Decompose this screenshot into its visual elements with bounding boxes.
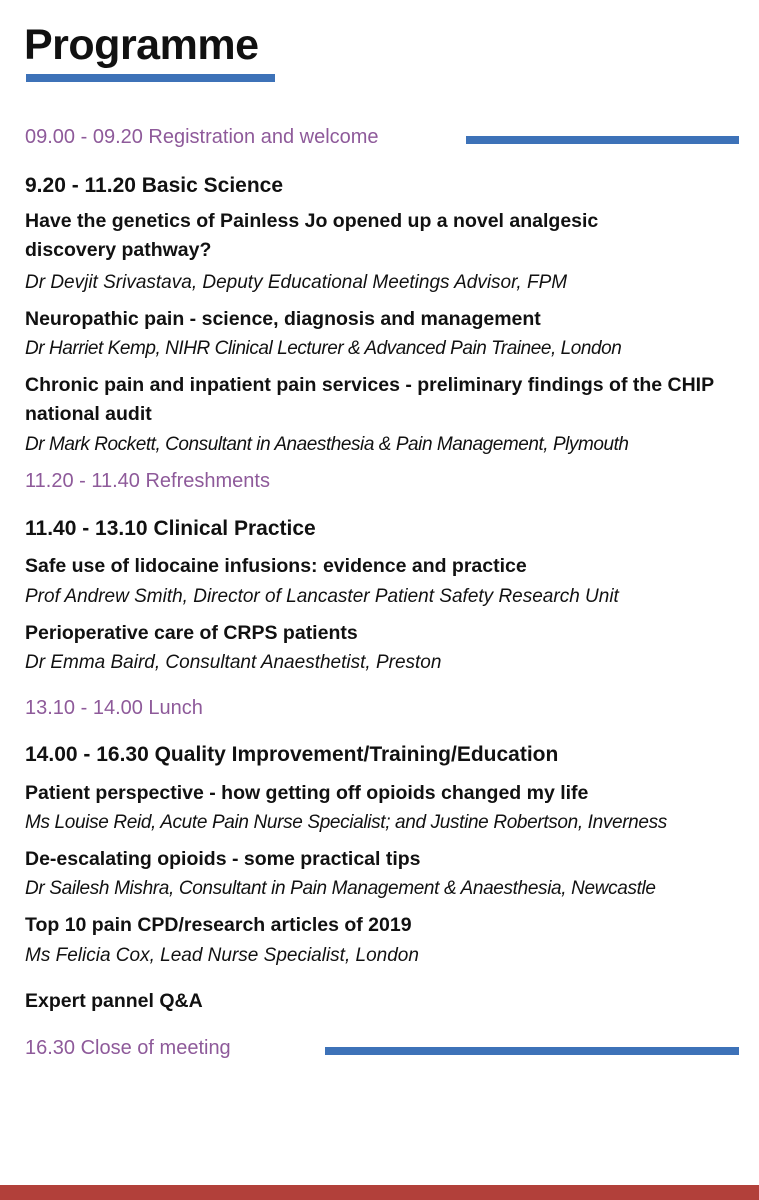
talk-speaker: Dr Harriet Kemp, NIHR Clinical Lecturer & Advanced Pain Trainee, London <box>25 338 622 359</box>
panel-qa: Expert pannel Q&A <box>25 990 203 1012</box>
talk-title: Patient perspective - how getting off opioids changed my life <box>25 782 589 804</box>
talk-speaker: Dr Emma Baird, Consultant Anaesthetist, Preston <box>25 652 442 673</box>
talk-title: Chronic pain and inpatient pain services - preliminary findings of the CHIP <box>25 374 715 396</box>
talk-title: Have the genetics of Painless Jo opened up a novel analgesic <box>25 210 599 232</box>
page-title: Programme <box>24 21 259 69</box>
session-heading-basic-science: 9.20 - 11.20 Basic Science <box>25 174 284 197</box>
talk-title: Neuropathic pain - science, diagnosis and management <box>25 308 541 330</box>
talk-speaker: Ms Felicia Cox, Lead Nurse Specialist, London <box>25 945 419 966</box>
talk-speaker: Dr Sailesh Mishra, Consultant in Pain Management & Anaesthesia, Newcastle <box>25 878 656 899</box>
talk-speaker: Prof Andrew Smith, Director of Lancaster Patient Safety Research Unit <box>25 586 619 607</box>
footer-bar <box>0 1185 759 1200</box>
lunch-time: 13.10 - 14.00 Lunch <box>25 697 203 719</box>
talk-title: Perioperative care of CRPS patients <box>25 622 358 644</box>
session-heading-clinical-practice: 11.40 - 13.10 Clinical Practice <box>25 517 316 540</box>
talk-title: Safe use of lidocaine infusions: evidence and practice <box>25 555 527 577</box>
session-heading-quality: 14.00 - 16.30 Quality Improvement/Training/Education <box>25 743 559 766</box>
talk-title: Top 10 pain CPD/research articles of 2019 <box>25 914 412 936</box>
divider-rule-top <box>466 136 739 144</box>
talk-title: De-escalating opioids - some practical tips <box>25 848 421 870</box>
talk-speaker: Dr Mark Rockett, Consultant in Anaesthesia & Pain Management, Plymouth <box>25 434 629 455</box>
talk-title: national audit <box>25 403 152 425</box>
close-time: 16.30 Close of meeting <box>25 1037 231 1059</box>
talk-speaker: Ms Louise Reid, Acute Pain Nurse Specialist; and Justine Robertson, Inverness <box>25 812 667 833</box>
registration-time: 09.00 - 09.20 Registration and welcome <box>25 126 379 148</box>
divider-rule-bottom <box>325 1047 739 1055</box>
title-underline <box>26 74 275 82</box>
talk-title: discovery pathway? <box>25 239 212 261</box>
talk-speaker: Dr Devjit Srivastava, Deputy Educational Meetings Advisor, FPM <box>25 272 568 293</box>
refreshments-time: 11.20 - 11.40 Refreshments <box>25 470 270 492</box>
